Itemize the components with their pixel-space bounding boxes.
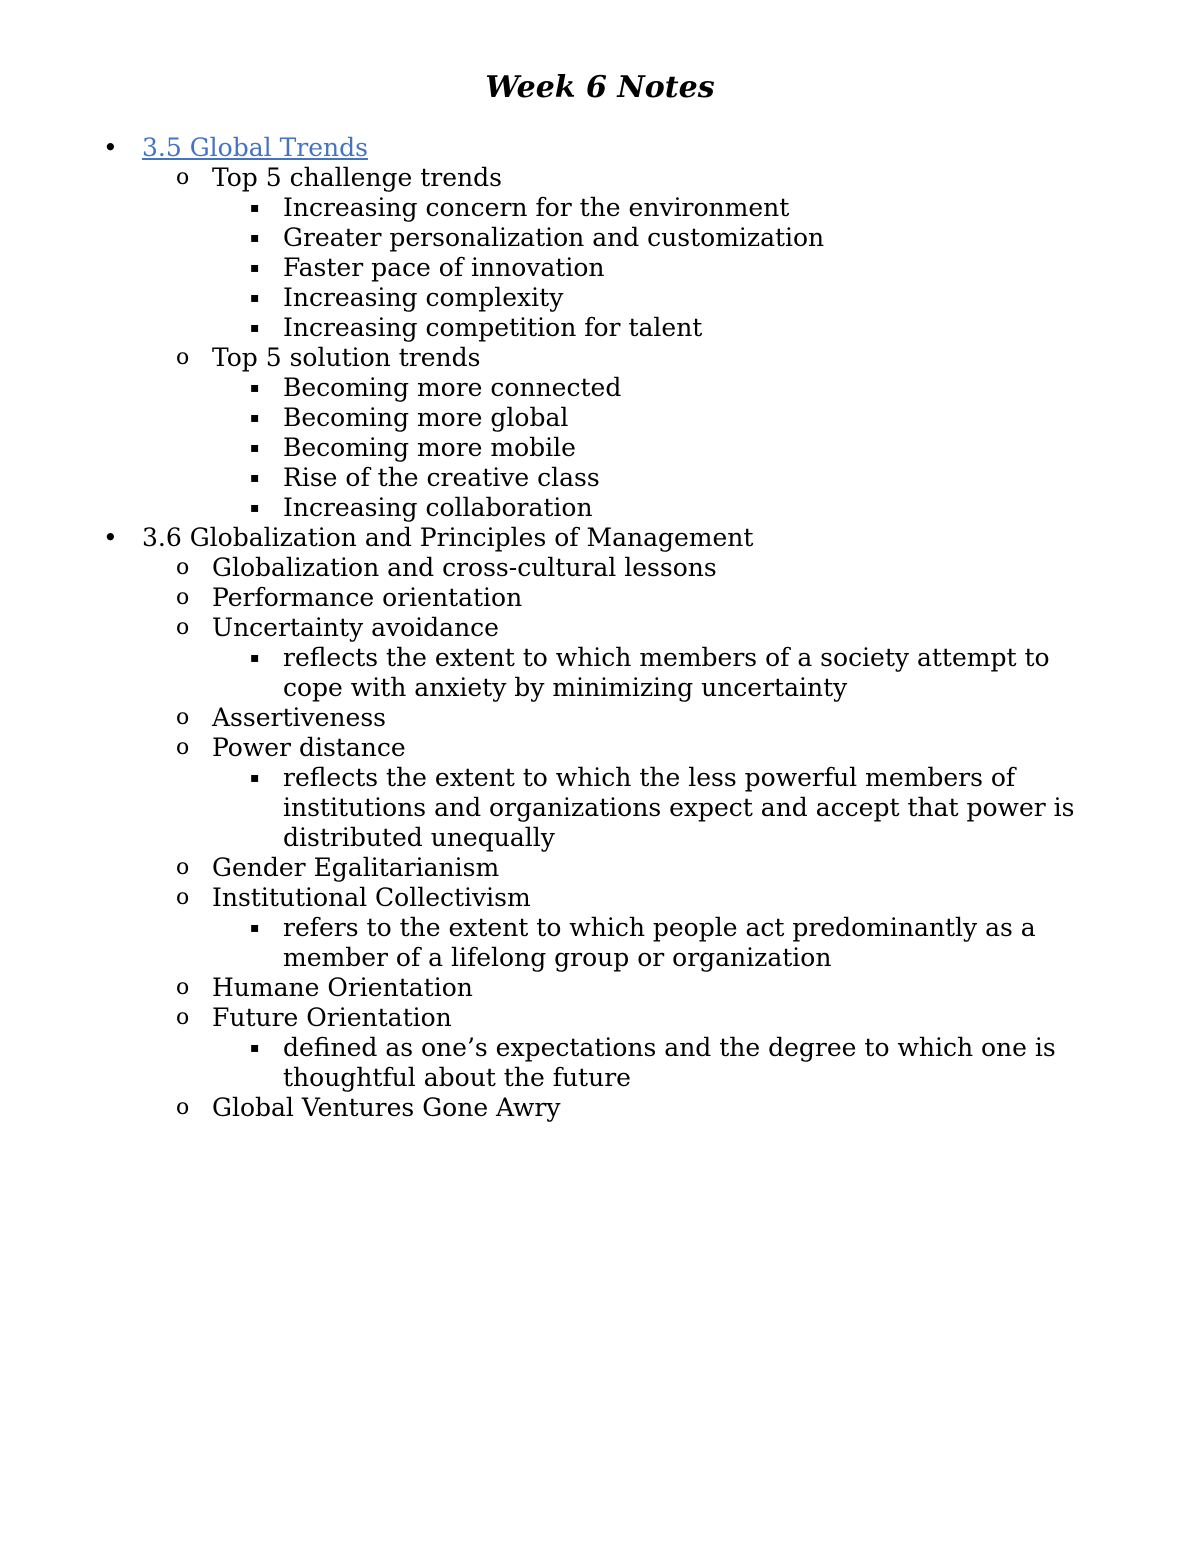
point-item <box>0 253 1200 283</box>
square-marker: ▪ <box>250 1040 260 1056</box>
point-text: reflects the extent to which members of a society attempt to cope with anxiety by minimizing uncertainty <box>283 643 1050 702</box>
circle-marker: o <box>176 705 190 730</box>
topic-item <box>0 613 1200 643</box>
circle-marker: o <box>176 885 190 910</box>
square-marker: ▪ <box>250 500 260 516</box>
point-text: defined as one’s expectations and the degree to which one is thoughtful about the future <box>283 1033 1056 1092</box>
circle-marker: o <box>176 555 190 580</box>
circle-marker: o <box>176 975 190 1000</box>
point-text: Increasing collaboration <box>283 493 593 522</box>
topic-label: Global Ventures Gone Awry <box>212 1093 561 1122</box>
topic-item <box>0 973 1200 1003</box>
point-item <box>0 283 1200 313</box>
circle-marker: o <box>176 345 190 370</box>
point-item <box>0 433 1200 463</box>
topic-label: Gender Egalitarianism <box>212 853 500 882</box>
point-item <box>0 403 1200 433</box>
topic-item <box>0 553 1200 583</box>
square-marker: ▪ <box>250 650 260 666</box>
point-item <box>0 223 1200 253</box>
point-text: Faster pace of innovation <box>283 253 605 282</box>
point-item <box>0 643 1200 703</box>
section-heading-link[interactable]: 3.5 Global Trends <box>142 133 368 162</box>
point-text: refers to the extent to which people act predominantly as a member of a lifelong group or organization <box>283 913 1036 972</box>
square-marker: ▪ <box>250 320 260 336</box>
notes-outline <box>0 133 1200 1123</box>
circle-marker: o <box>176 1095 190 1120</box>
square-marker: ▪ <box>250 410 260 426</box>
page-title: Week 6 Notes <box>485 70 715 105</box>
bullet-marker: • <box>103 523 118 552</box>
circle-marker: o <box>176 615 190 640</box>
point-text: Becoming more global <box>283 403 569 432</box>
square-marker: ▪ <box>250 920 260 936</box>
point-text: Greater personalization and customization <box>283 223 825 252</box>
point-text: reflects the extent to which the less powerful members of institutions and organizations expect and accept that power is distributed unequally <box>283 763 1075 852</box>
topic-label: Globalization and cross-cultural lessons <box>212 553 717 582</box>
point-item <box>0 463 1200 493</box>
point-text: Increasing competition for talent <box>283 313 703 342</box>
point-text: Becoming more mobile <box>283 433 576 462</box>
square-marker: ▪ <box>250 470 260 486</box>
section-item <box>0 523 1200 553</box>
square-marker: ▪ <box>250 200 260 216</box>
square-marker: ▪ <box>250 440 260 456</box>
point-text: Rise of the creative class <box>283 463 600 492</box>
point-text: Becoming more connected <box>283 373 622 402</box>
topic-label: Uncertainty avoidance <box>212 613 499 642</box>
topic-label: Power distance <box>212 733 406 762</box>
square-marker: ▪ <box>250 260 260 276</box>
section-item <box>0 133 1200 163</box>
point-item <box>0 193 1200 223</box>
circle-marker: o <box>176 735 190 760</box>
point-text: Increasing concern for the environment <box>283 193 790 222</box>
point-item <box>0 1033 1200 1093</box>
topic-item <box>0 343 1200 373</box>
section-heading: 3.6 Globalization and Principles of Management <box>142 523 754 552</box>
circle-marker: o <box>176 585 190 610</box>
topic-label: Top 5 challenge trends <box>212 163 502 192</box>
point-item <box>0 493 1200 523</box>
topic-item <box>0 703 1200 733</box>
topic-label: Assertiveness <box>212 703 386 732</box>
bullet-marker: • <box>103 133 118 162</box>
square-marker: ▪ <box>250 290 260 306</box>
circle-marker: o <box>176 165 190 190</box>
topic-label: Performance orientation <box>212 583 523 612</box>
circle-marker: o <box>176 1005 190 1030</box>
topic-item <box>0 883 1200 913</box>
square-marker: ▪ <box>250 230 260 246</box>
square-marker: ▪ <box>250 770 260 786</box>
topic-item <box>0 1003 1200 1033</box>
point-item <box>0 763 1200 853</box>
topic-item <box>0 1093 1200 1123</box>
topic-label: Future Orientation <box>212 1003 452 1032</box>
point-item <box>0 913 1200 973</box>
topic-label: Top 5 solution trends <box>212 343 481 372</box>
topic-item <box>0 163 1200 193</box>
point-item <box>0 373 1200 403</box>
circle-marker: o <box>176 855 190 880</box>
topic-label: Institutional Collectivism <box>212 883 531 912</box>
topic-item <box>0 583 1200 613</box>
topic-item <box>0 853 1200 883</box>
square-marker: ▪ <box>250 380 260 396</box>
point-text: Increasing complexity <box>283 283 564 312</box>
topic-label: Humane Orientation <box>212 973 473 1002</box>
topic-item <box>0 733 1200 763</box>
point-item <box>0 313 1200 343</box>
